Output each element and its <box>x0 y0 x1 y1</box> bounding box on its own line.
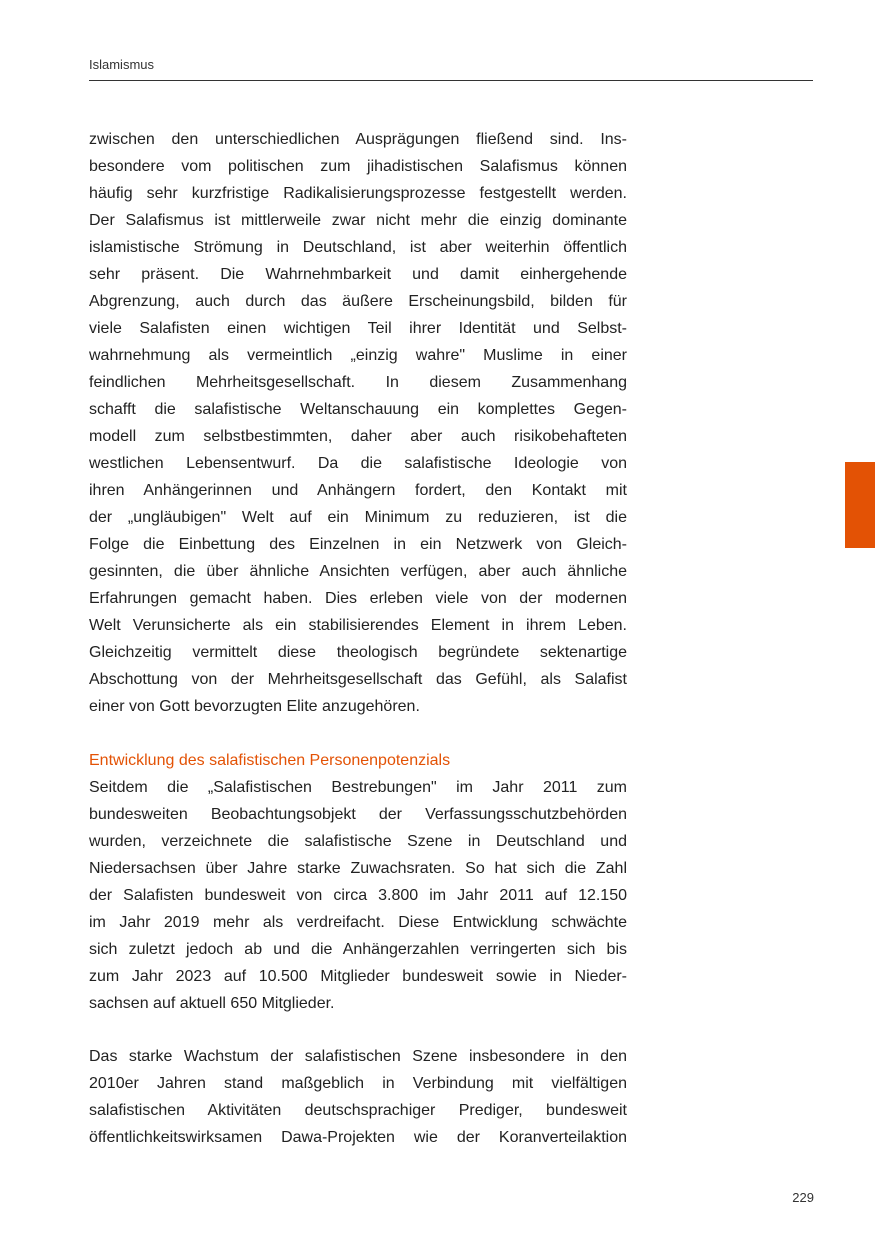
text-line: bundesweiten Beobachtungsobjekt der Verfassungsschutzbehörden <box>89 806 627 823</box>
text-line: islamistische Strömung in Deutschland, ist aber weiterhin öffentlich <box>89 239 627 256</box>
text-line: besondere vom politischen zum jihadistischen Salafismus können <box>89 158 627 175</box>
text-line: feindlichen Mehrheitsgesellschaft. In diesem Zusammenhang <box>89 374 627 391</box>
text-line: Abschottung von der Mehrheitsgesellschaft das Gefühl, als Salafist <box>89 671 627 688</box>
chapter-tab-marker <box>845 462 875 548</box>
text-line: Niedersachsen über Jahre starke Zuwachsraten. So hat sich die Zahl <box>89 860 627 877</box>
text-line: Der Salafismus ist mittlerweile zwar nicht mehr die einzig dominante <box>89 212 627 229</box>
text-line: ihren Anhängerinnen und Anhängern fordert, den Kontakt mit <box>89 482 627 499</box>
text-line: häufig sehr kurzfristige Radikalisierungsprozesse festgestellt werden. <box>89 185 627 202</box>
text-line: gesinnten, die über ähnliche Ansichten verfügen, aber auch ähnliche <box>89 563 627 580</box>
text-line: westlichen Lebensentwurf. Da die salafistische Ideologie von <box>89 455 627 472</box>
text-line: Abgrenzung, auch durch das äußere Erscheinungsbild, bilden für <box>89 293 627 310</box>
text-line: wahrnehmung als vermeintlich „einzig wahre" Muslime in einer <box>89 347 627 364</box>
text-line: sehr präsent. Die Wahrnehmbarkeit und damit einhergehende <box>89 266 627 283</box>
section <box>89 747 627 1017</box>
text-line: salafistischen Aktivitäten deutschsprachiger Prediger, bundesweit <box>89 1102 627 1119</box>
text-line: zum Jahr 2023 auf 10.500 Mitglieder bundesweit sowie in Nieder- <box>89 968 627 985</box>
text-line: zwischen den unterschiedlichen Ausprägungen fließend sind. Ins- <box>89 131 627 148</box>
text-line: 2010er Jahren stand maßgeblich in Verbindung mit vielfältigen <box>89 1075 627 1092</box>
text-line: öffentlichkeitswirksamen Dawa-Projekten wie der Koranverteilaktion <box>89 1129 627 1146</box>
text-line: viele Salafisten einen wichtigen Teil ihrer Identität und Selbst- <box>89 320 627 337</box>
text-line: Gleichzeitig vermittelt diese theologisch begründete sektenartige <box>89 644 627 661</box>
text-line: wurden, verzeichnete die salafistische Szene in Deutschland und <box>89 833 627 850</box>
text-line: Folge die Einbettung des Einzelnen in ein Netzwerk von Gleich- <box>89 536 627 553</box>
paragraph-1 <box>89 126 627 720</box>
running-header <box>89 56 813 81</box>
paragraph-3 <box>89 1043 627 1151</box>
text-line: Seitdem die „Salafistischen Bestrebungen" im Jahr 2011 zum <box>89 779 627 796</box>
text-line: sachsen auf aktuell 650 Mitglieder. <box>89 995 335 1012</box>
text-line: einer von Gott bevorzugten Elite anzugehören. <box>89 698 420 715</box>
text-line: Welt Verunsicherte als ein stabilisierendes Element in ihrem Leben. <box>89 617 627 634</box>
text-line: Das starke Wachstum der salafistischen Szene insbesondere in den <box>89 1048 627 1065</box>
text-line: der Salafisten bundesweit von circa 3.800 im Jahr 2011 auf 12.150 <box>89 887 627 904</box>
text-line: Erfahrungen gemacht haben. Dies erleben viele von der modernen <box>89 590 627 607</box>
text-line: schafft die salafistische Weltanschauung ein komplettes Gegen- <box>89 401 627 418</box>
text-line: sich zuletzt jedoch ab und die Anhängerzahlen verringerten sich bis <box>89 941 627 958</box>
header-title: Islamismus <box>89 57 155 72</box>
text-line: im Jahr 2019 mehr als verdreifacht. Diese Entwicklung schwächte <box>89 914 627 931</box>
text-line: modell zum selbstbestimmten, daher aber auch risikobehafteten <box>89 428 627 445</box>
text-line: der „ungläubigen" Welt auf ein Minimum zu reduzieren, ist die <box>89 509 627 526</box>
section-heading: Entwicklung des salafistischen Personenpotenzials <box>89 752 451 769</box>
page-number: 229 <box>792 1190 814 1205</box>
